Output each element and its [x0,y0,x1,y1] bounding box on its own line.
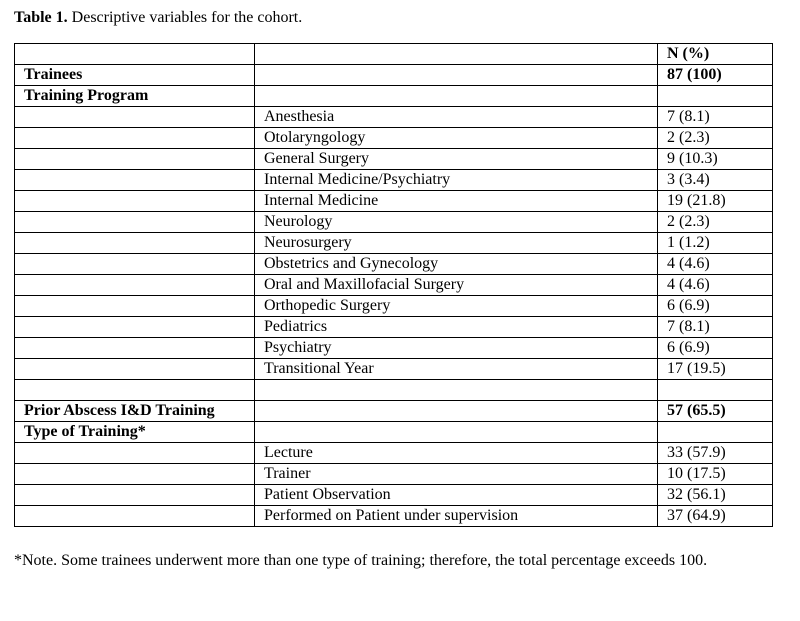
category-value: 33 (57.9) [658,443,773,464]
program-row [15,233,773,254]
empty-cell [15,44,255,65]
category-name: Internal Medicine/Psychiatry [255,170,658,191]
type-of-training-heading: Type of Training* [15,422,255,443]
empty-cell [15,359,255,380]
training-program-heading-row [15,86,773,107]
empty-cell [15,233,255,254]
empty-cell [658,380,773,401]
category-name: Trainer [255,464,658,485]
empty-cell [15,296,255,317]
table-caption [14,8,302,28]
trainees-label: Trainees [15,65,255,86]
training-type-row [15,506,773,527]
empty-cell [255,422,658,443]
category-value: 37 (64.9) [658,506,773,527]
empty-cell [255,44,658,65]
training-types-group [15,443,773,527]
empty-cell [15,128,255,149]
program-row [15,338,773,359]
n-percent-header: N (%) [658,44,773,65]
category-value: 9 (10.3) [658,149,773,170]
empty-cell [658,86,773,107]
empty-cell [15,170,255,191]
category-value: 7 (8.1) [658,107,773,128]
empty-cell [15,485,255,506]
program-row [15,212,773,233]
program-row [15,191,773,212]
program-row [15,149,773,170]
empty-cell [15,506,255,527]
empty-cell [15,191,255,212]
category-value: 4 (4.6) [658,254,773,275]
descriptive-table [14,43,773,527]
category-name: Transitional Year [255,359,658,380]
table-title: Descriptive variables for the cohort. [67,9,303,26]
training-program-heading: Training Program [15,86,255,107]
empty-cell [15,107,255,128]
type-of-training-heading-row [15,422,773,443]
empty-cell [15,254,255,275]
category-name: Internal Medicine [255,191,658,212]
trainees-value: 87 (100) [658,65,773,86]
program-row [15,170,773,191]
table-footnote: *Note. Some trainees underwent more than one type of training; therefore, the total percentage exceeds 100. [14,552,708,569]
category-name: General Surgery [255,149,658,170]
empty-cell [255,65,658,86]
category-value: 3 (3.4) [658,170,773,191]
empty-cell [15,317,255,338]
empty-cell [255,86,658,107]
prior-training-label: Prior Abscess I&D Training [15,401,255,422]
category-value: 32 (56.1) [658,485,773,506]
spacer-row [15,380,773,401]
category-name: Obstetrics and Gynecology [255,254,658,275]
category-value: 10 (17.5) [658,464,773,485]
category-value: 4 (4.6) [658,275,773,296]
program-row [15,359,773,380]
program-row [15,275,773,296]
category-name: Patient Observation [255,485,658,506]
category-name: Oral and Maxillofacial Surgery [255,275,658,296]
category-value: 6 (6.9) [658,296,773,317]
program-row [15,296,773,317]
training-type-row [15,443,773,464]
category-value: 1 (1.2) [658,233,773,254]
empty-cell [15,338,255,359]
category-name: Orthopedic Surgery [255,296,658,317]
table-label: Table 1. [14,9,68,26]
header-row [15,44,773,65]
program-row [15,128,773,149]
empty-cell [15,149,255,170]
empty-cell [255,401,658,422]
training-type-row [15,485,773,506]
category-value: 7 (8.1) [658,317,773,338]
empty-cell [15,380,255,401]
training-type-row [15,464,773,485]
program-row [15,107,773,128]
category-name: Otolaryngology [255,128,658,149]
empty-cell [15,275,255,296]
category-value: 2 (2.3) [658,212,773,233]
category-name: Neurology [255,212,658,233]
category-value: 19 (21.8) [658,191,773,212]
empty-cell [658,422,773,443]
category-name: Pediatrics [255,317,658,338]
programs-group [15,107,773,380]
category-name: Lecture [255,443,658,464]
category-name: Anesthesia [255,107,658,128]
empty-cell [15,464,255,485]
empty-cell [15,443,255,464]
empty-cell [15,212,255,233]
trainees-row [15,65,773,86]
category-name: Psychiatry [255,338,658,359]
category-value: 6 (6.9) [658,338,773,359]
category-value: 17 (19.5) [658,359,773,380]
program-row [15,254,773,275]
prior-training-row [15,401,773,422]
category-name: Performed on Patient under supervision [255,506,658,527]
empty-cell [255,380,658,401]
prior-training-value: 57 (65.5) [658,401,773,422]
category-value: 2 (2.3) [658,128,773,149]
program-row [15,317,773,338]
category-name: Neurosurgery [255,233,658,254]
